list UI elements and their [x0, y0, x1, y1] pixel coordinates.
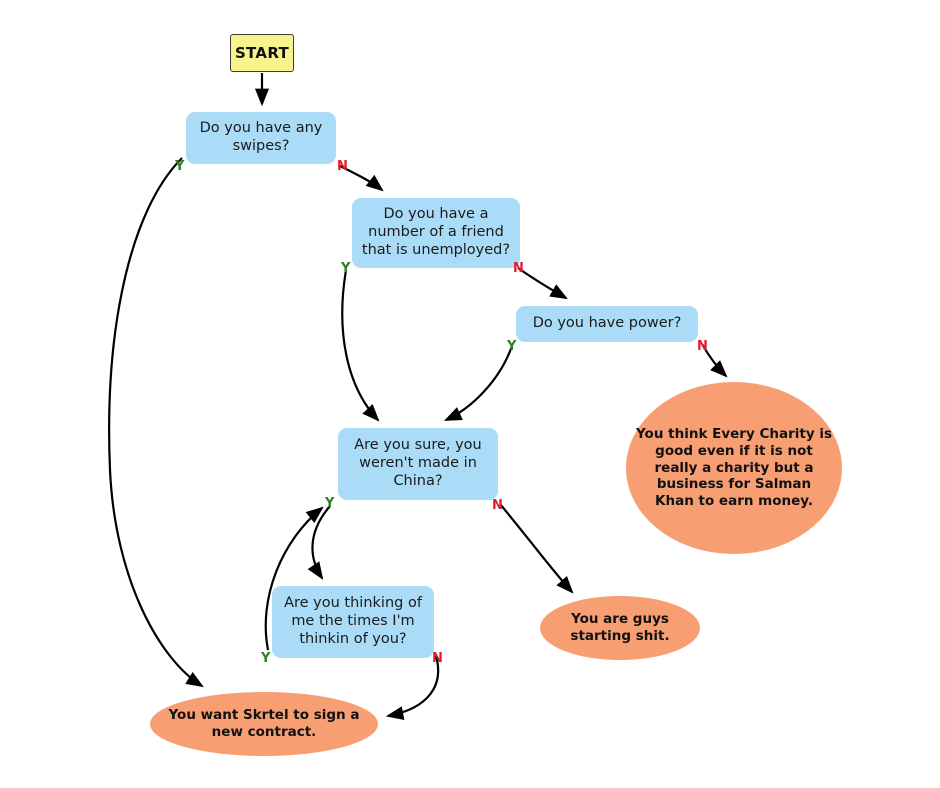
edge-label-china-yes — [325, 497, 334, 510]
edge-label-power-yes — [507, 340, 516, 353]
edge-thinking-no-to-skrtel — [388, 656, 438, 716]
node-friend-unemployed-label: Do you have a number of a friend that is unemployed? — [361, 206, 511, 258]
node-skrtel-outcome-label: You want Skrtel to sign a new contract. — [168, 707, 360, 740]
edge-label-text: N — [492, 498, 503, 513]
node-swipes-label: Do you have any swipes? — [199, 120, 323, 154]
node-charity-outcome-label: You think Every Charity is good even if it is not really a charity but a business for Salman Khan to earn money. — [636, 425, 832, 510]
node-power[interactable] — [516, 306, 698, 342]
edge-label-text: Y — [325, 496, 335, 511]
node-made-in-china-label: Are you sure, you weren't made in China? — [354, 437, 482, 489]
edge-label-text: Y — [341, 261, 351, 276]
node-skrtel-outcome[interactable] — [150, 692, 378, 756]
node-swipes[interactable] — [186, 112, 336, 164]
node-made-in-china[interactable] — [338, 428, 498, 500]
edge-label-swipes-no — [337, 160, 348, 173]
edge-label-text: N — [432, 651, 443, 666]
node-thinking-of-me-label: Are you thinking of me the times I'm thinkin of you? — [284, 595, 422, 647]
node-start-label: START — [234, 44, 290, 62]
node-power-label: Do you have power? — [532, 315, 682, 332]
edge-friend-no-to-power — [518, 268, 566, 298]
edge-label-text: N — [337, 159, 348, 174]
edge-china-no-to-starting — [500, 504, 572, 592]
edge-label-text: N — [697, 339, 708, 354]
node-start[interactable] — [230, 34, 294, 72]
edge-label-swipes-yes — [175, 160, 184, 173]
edge-label-thinking-yes — [261, 652, 270, 665]
edge-label-text: Y — [175, 159, 185, 174]
node-friend-unemployed[interactable] — [352, 198, 520, 268]
node-thinking-of-me[interactable] — [272, 586, 434, 658]
edge-label-friend-yes — [341, 262, 350, 275]
edge-label-text: Y — [261, 651, 271, 666]
edge-friend-yes-to-china — [342, 270, 378, 420]
node-charity-outcome[interactable] — [626, 382, 842, 554]
edge-swipes-yes-to-skrtel — [109, 158, 202, 686]
node-starting-shit-outcome-label: You are guys starting shit. — [570, 611, 670, 644]
edge-label-power-no — [697, 340, 708, 353]
edge-power-yes-to-china — [446, 346, 512, 420]
edge-label-friend-no — [513, 262, 524, 275]
node-starting-shit-outcome[interactable] — [540, 596, 700, 660]
edge-china-yes-to-thinking — [312, 506, 330, 578]
edge-label-thinking-no — [432, 652, 443, 665]
edge-label-text: Y — [507, 339, 517, 354]
edge-label-china-no — [492, 499, 503, 512]
edge-label-text: N — [513, 261, 524, 276]
